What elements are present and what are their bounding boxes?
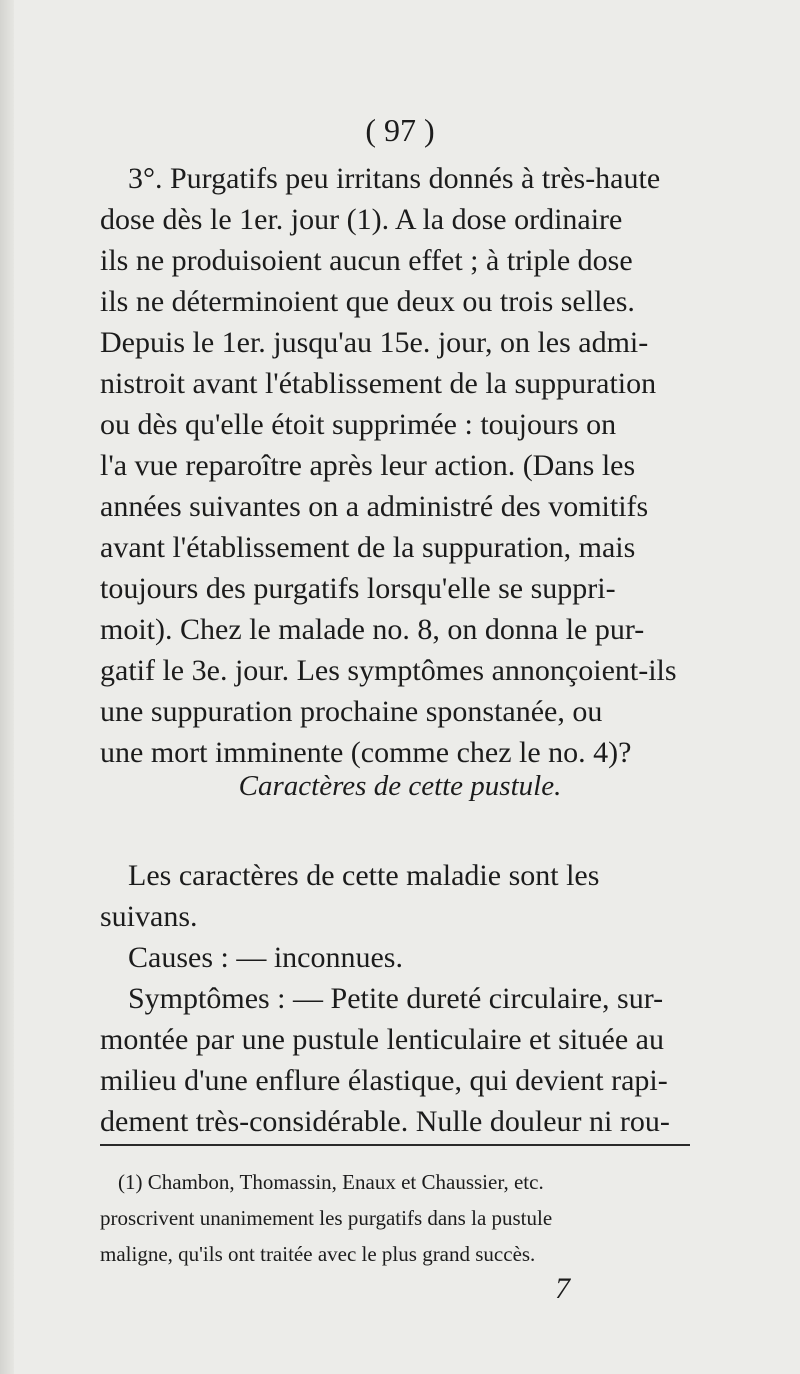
text-line: l'a vue reparoître après leur action. (Dans les	[100, 449, 636, 482]
footnote-line: maligne, qu'ils ont traitée avec le plus grand succès.	[100, 1242, 536, 1266]
text-line: dement très-considérable. Nulle douleur ni rou-	[100, 1105, 670, 1138]
text-line: Symptômes : — Petite dureté circulaire, sur-	[128, 982, 664, 1015]
text-line: 3°. Purgatifs peu irritans donnés à très-haute	[128, 162, 661, 195]
footnote-line: (1) Chambon, Thomassin, Enaux et Chaussier, etc.	[118, 1170, 544, 1194]
text-line: avant l'établissement de la suppuration, mais	[100, 531, 636, 564]
text-line: ils ne produisoient aucun effet ; à triple dose	[100, 244, 633, 277]
footnote	[100, 1164, 685, 1272]
text-line: dose dès le 1er. jour (1). A la dose ordinaire	[100, 203, 623, 236]
text-line: ils ne déterminoient que deux ou trois selles.	[100, 285, 635, 318]
section-subheading: Caractères de cette pustule.	[238, 770, 562, 802]
main-paragraph	[100, 158, 695, 773]
text-line: une mort imminente (comme chez le no. 4)?	[100, 736, 632, 769]
text-line: gatif le 3e. jour. Les symptômes annonçoient-ils	[100, 654, 677, 687]
page-number-header: ( 97 )	[365, 112, 435, 148]
text-line: montée par une pustule lenticulaire et située au	[100, 1023, 664, 1056]
page-edge	[0, 0, 14, 1374]
text-line: ou dès qu'elle étoit supprimée : toujours on	[100, 408, 617, 441]
text-line: années suivantes on a administré des vomitifs	[100, 490, 649, 523]
text-line: suivans.	[100, 900, 198, 933]
text-line: Les caractères de cette maladie sont les	[128, 859, 600, 892]
signature-mark: 7	[555, 1272, 570, 1305]
text-line: Causes : — inconnues.	[128, 941, 403, 974]
text-line: une suppuration prochaine sponstanée, ou	[100, 695, 603, 728]
text-line: nistroit avant l'établissement de la suppuration	[100, 367, 657, 400]
characteristics-paragraph	[100, 855, 695, 1142]
footnote-line: proscrivent unanimement les purgatifs dans la pustule	[100, 1206, 553, 1230]
text-line: moit). Chez le malade no. 8, on donna le pur-	[100, 613, 645, 646]
text-line: milieu d'une enflure élastique, qui devient rapi-	[100, 1064, 668, 1097]
text-line: toujours des purgatifs lorsqu'elle se suppri-	[100, 572, 616, 605]
text-line: Depuis le 1er. jusqu'au 15e. jour, on les admi-	[100, 326, 649, 359]
footnote-divider	[100, 1144, 690, 1146]
